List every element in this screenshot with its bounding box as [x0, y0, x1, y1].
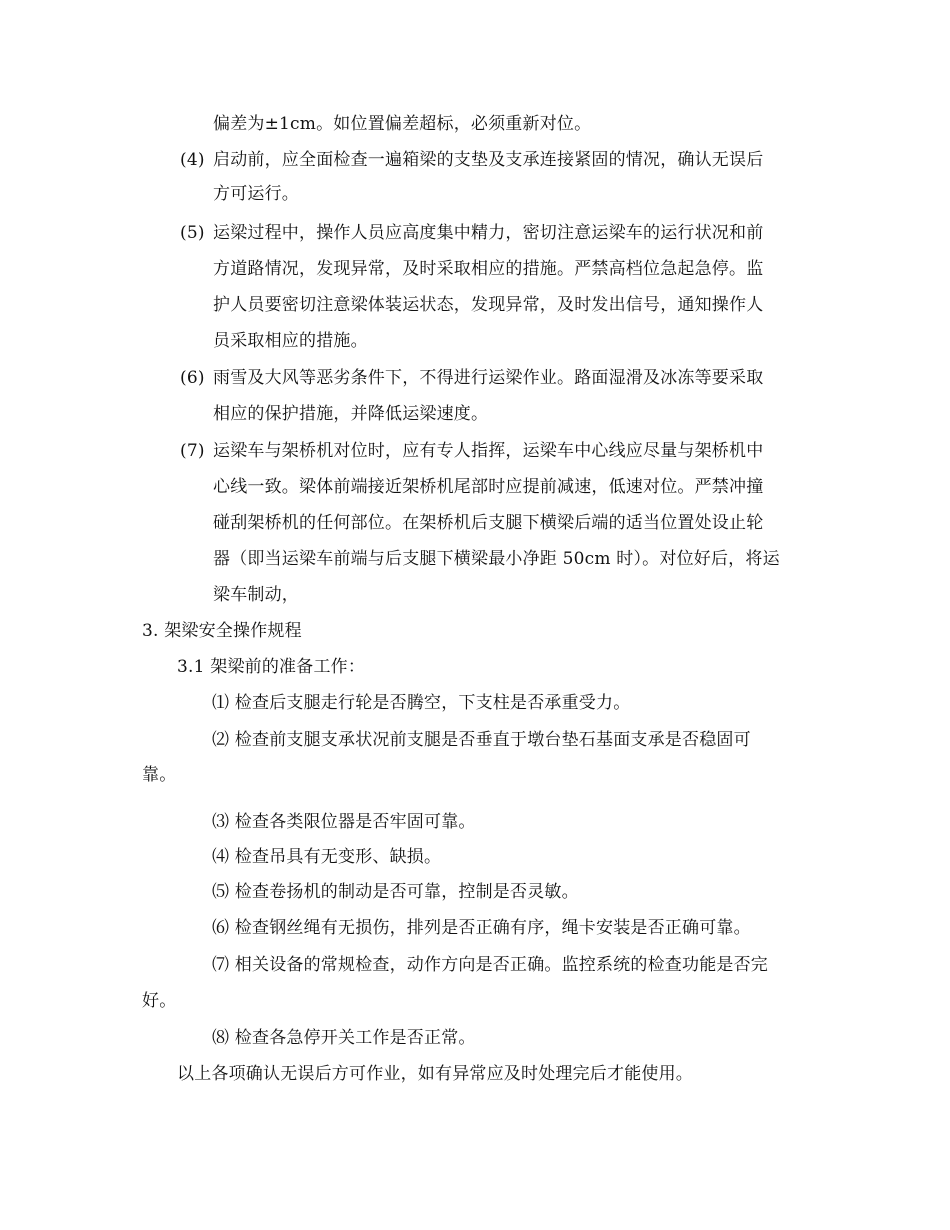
check-2-line-2: 靠。: [142, 765, 177, 785]
item-5-line-1: 运梁过程中，操作人员应高度集中精力，密切注意运梁车的运行状况和前: [213, 223, 764, 243]
item-4-line-1: 启动前，应全面检查一遍箱梁的支垫及支承连接紧固的情况，确认无误后: [213, 150, 764, 170]
item-7-line-4: 器（即当运梁车前端与后支腿下横梁最小净距 50cm 时）。对位好后，将运: [213, 549, 780, 569]
item-6-line-1: 雨雪及大风等恶劣条件下，不得进行运梁作业。路面湿滑及冰冻等要采取: [213, 368, 764, 388]
item-5-line-2: 方道路情况，发现异常，及时采取相应的措施。严禁高档位急起急停。监: [213, 259, 764, 279]
item-5-number: (5): [180, 223, 205, 243]
item-4-line-2: 方可运行。: [213, 184, 299, 204]
section-3-1-heading: 3.1 架梁前的准备工作：: [177, 657, 366, 677]
check-6: ⑹ 检查钢丝绳有无损伤，排列是否正确有序，绳卡安装是否正确可靠。: [212, 918, 751, 938]
item-7-line-1: 运梁车与架桥机对位时，应有专人指挥，运梁车中心线应尽量与架桥机中: [213, 441, 764, 461]
item-4-number: (4): [180, 150, 205, 170]
section-3-heading: 3. 架梁安全操作规程: [142, 621, 302, 641]
check-7-line-1: ⑺ 相关设备的常规检查，动作方向是否正确。监控系统的检查功能是否完: [212, 955, 769, 975]
item-7-number: (7): [180, 441, 205, 461]
item-7-line-5: 梁车制动，: [213, 585, 299, 605]
check-4: ⑷ 检查吊具有无变形、缺损。: [212, 847, 442, 867]
item-6-number: (6): [180, 368, 205, 388]
item-7-line-2: 心线一致。梁体前端接近架桥机尾部时应提前减速，低速对位。严禁冲撞: [213, 477, 764, 497]
check-5: ⑸ 检查卷扬机的制动是否可靠，控制是否灵敏。: [212, 882, 579, 902]
check-3: ⑶ 检查各类限位器是否牢固可靠。: [212, 812, 476, 832]
closing-paragraph: 以上各项确认无误后方可作业，如有异常应及时处理完后才能使用。: [177, 1064, 693, 1084]
check-1: ⑴ 检查后支腿走行轮是否腾空，下支柱是否承重受力。: [212, 693, 631, 713]
item-7-line-3: 碰刮架桥机的任何部位。在架桥机后支腿下横梁后端的适当位置处设止轮: [213, 513, 764, 533]
continuation-line: 偏差为±1cm。如位置偏差超标，必须重新对位。: [213, 114, 592, 134]
check-7-line-2: 好。: [142, 991, 177, 1011]
item-5-line-3: 护人员要密切注意梁体装运状态，发现异常，及时发出信号，通知操作人: [213, 295, 764, 315]
item-5-line-4: 员采取相应的措施。: [213, 331, 368, 351]
check-8: ⑻ 检查各急停开关工作是否正常。: [212, 1028, 476, 1048]
item-6-line-2: 相应的保护措施，并降低运梁速度。: [213, 404, 489, 424]
check-2-line-1: ⑵ 检查前支腿支承状况前支腿是否垂直于墩台垫石基面支承是否稳固可: [212, 730, 751, 750]
